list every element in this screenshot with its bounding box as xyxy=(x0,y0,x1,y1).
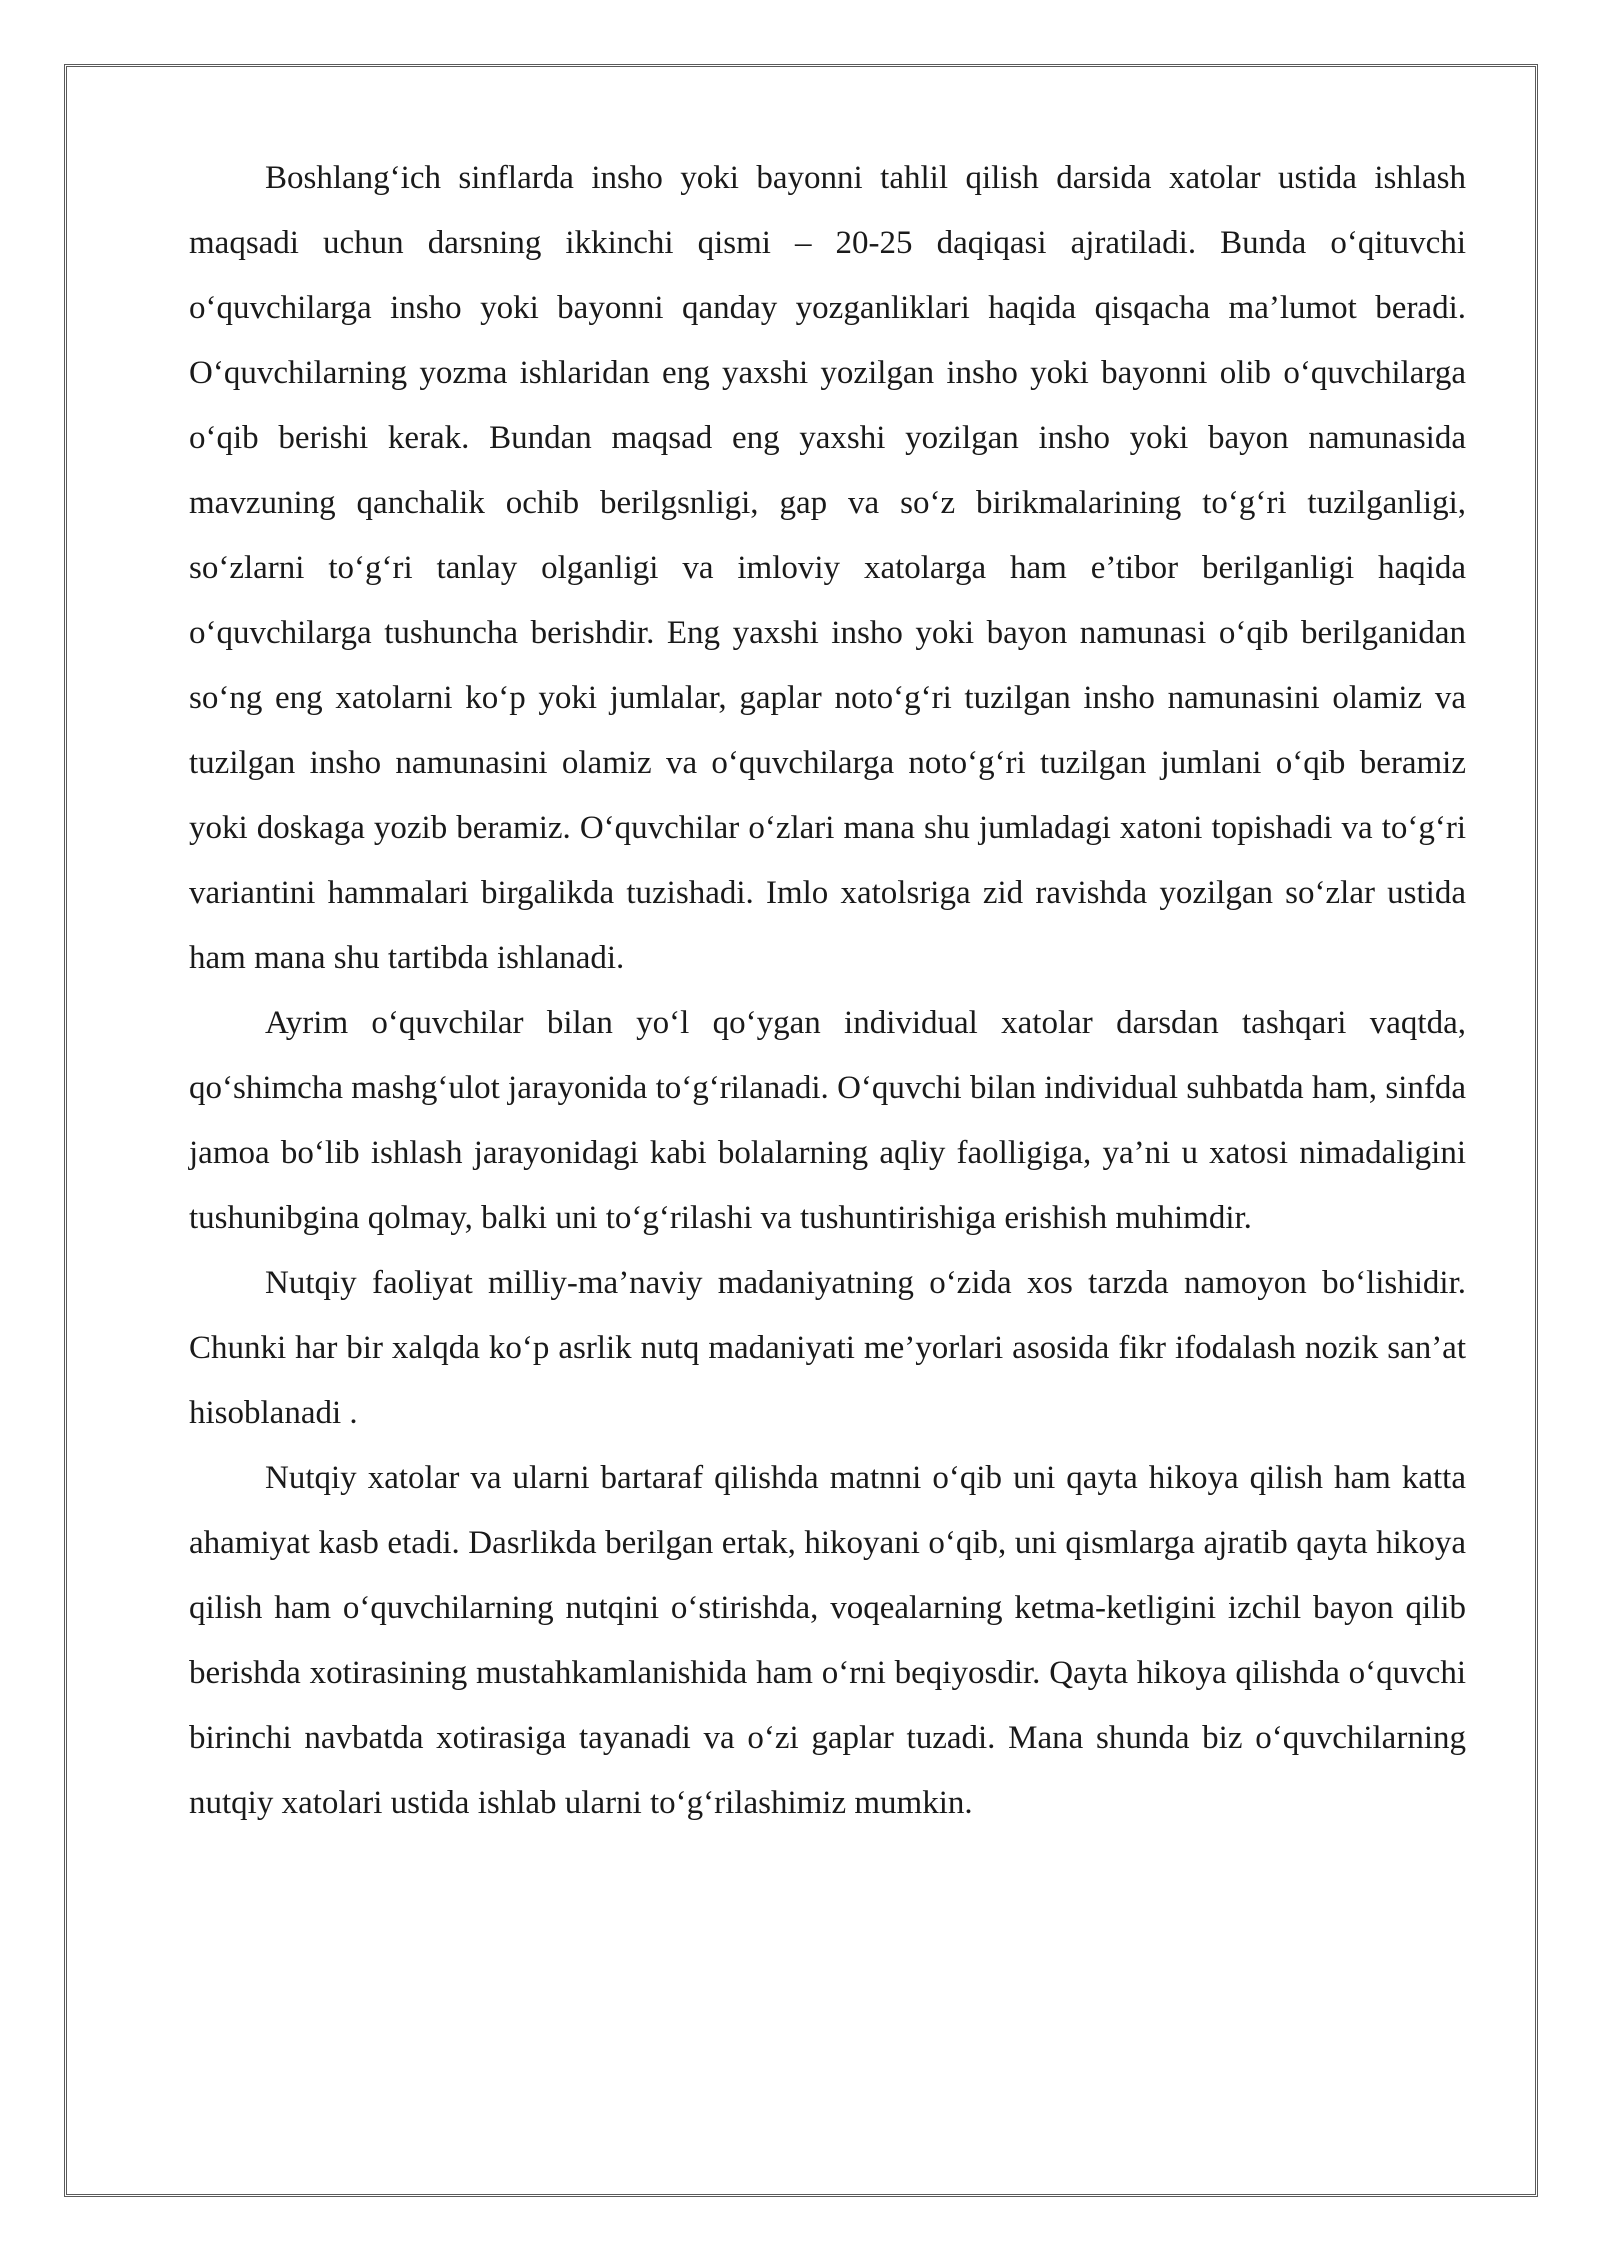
paragraph-4: Nutqiy xatolar va ularni bartaraf qilishda matnni o‘qib uni qayta hikoya qilish ham katta ahamiyat kasb etadi. Dasrlikda berilgan ertak, hikoyani o‘qib, uni qismlarga ajratib qayta hikoya qilish ham o‘quvchilarning nutqini o‘stirishda, voqealarning ketma-ketligini izchil bayon qilib berishda xotirasining mustahkamlanishida ham o‘rni beqiyosdir. Qayta hikoya qilishda o‘quvchi birinchi navbatda xotirasiga tayanadi va o‘zi gaplar tuzadi. Mana shunda biz o‘quvchilarning nutqiy xatolari ustida ishlab ularni to‘g‘rilashimiz mumkin. xyxy=(189,1460,1466,1821)
paragraph-3: Nutqiy faoliyat milliy-ma’naviy madaniyatning o‘zida xos tarzda namoyon bo‘lishidir. Chunki har bir xalqda ko‘p asrlik nutq madaniyati me’yorlari asosida fikr ifodalash nozik san’at hisoblanadi . xyxy=(189,1265,1466,1431)
document-body xyxy=(189,146,1466,1836)
paragraph-2: Ayrim o‘quvchilar bilan yo‘l qo‘ygan individual xatolar darsdan tashqari vaqtda, qo‘shimcha mashg‘ulot jarayonida to‘g‘rilanadi. O‘quvchi bilan individual suhbatda ham, sinfda jamoa bo‘lib ishlash jarayonidagi kabi bolalarning aqliy faolligiga, ya’ni u xatosi nimadaligini tushunibgina qolmay, balki uni to‘g‘rilashi va tushuntirishiga erishish muhimdir. xyxy=(189,1005,1466,1236)
paragraph-1: Boshlang‘ich sinflarda insho yoki bayonni tahlil qilish darsida xatolar ustida ishlash maqsadi uchun darsning ikkinchi qismi – 20-25 daqiqasi ajratiladi. Bunda o‘qituvchi o‘quvchilarga insho yoki bayonni qanday yozganliklari haqida qisqacha ma’lumot beradi. O‘quvchilarning yozma ishlaridan eng yaxshi yozilgan insho yoki bayonni olib o‘quvchilarga o‘qib berishi kerak. Bundan maqsad eng yaxshi yozilgan insho yoki bayon namunasida mavzuning qanchalik ochib berilgsnligi, gap va so‘z birikmalarining to‘g‘ri tuzilganligi, so‘zlarni to‘g‘ri tanlay olganligi va imloviy xatolarga ham e’tibor berilganligi haqida o‘quvchilarga tushuncha berishdir. Eng yaxshi insho yoki bayon namunasi o‘qib berilganidan so‘ng eng xatolarni ko‘p yoki jumlalar, gaplar noto‘g‘ri tuzilgan insho namunasini olamiz va tuzilgan insho namunasini olamiz va o‘quvchilarga noto‘g‘ri tuzilgan jumlani o‘qib beramiz yoki doskaga yozib beramiz. O‘quvchilar o‘zlari mana shu jumladagi xatoni topishadi va to‘g‘ri variantini hammalari birgalikda tuzishadi. Imlo xatolsriga zid ravishda yozilgan so‘zlar ustida ham mana shu tartibda ishlanadi. xyxy=(189,160,1466,976)
